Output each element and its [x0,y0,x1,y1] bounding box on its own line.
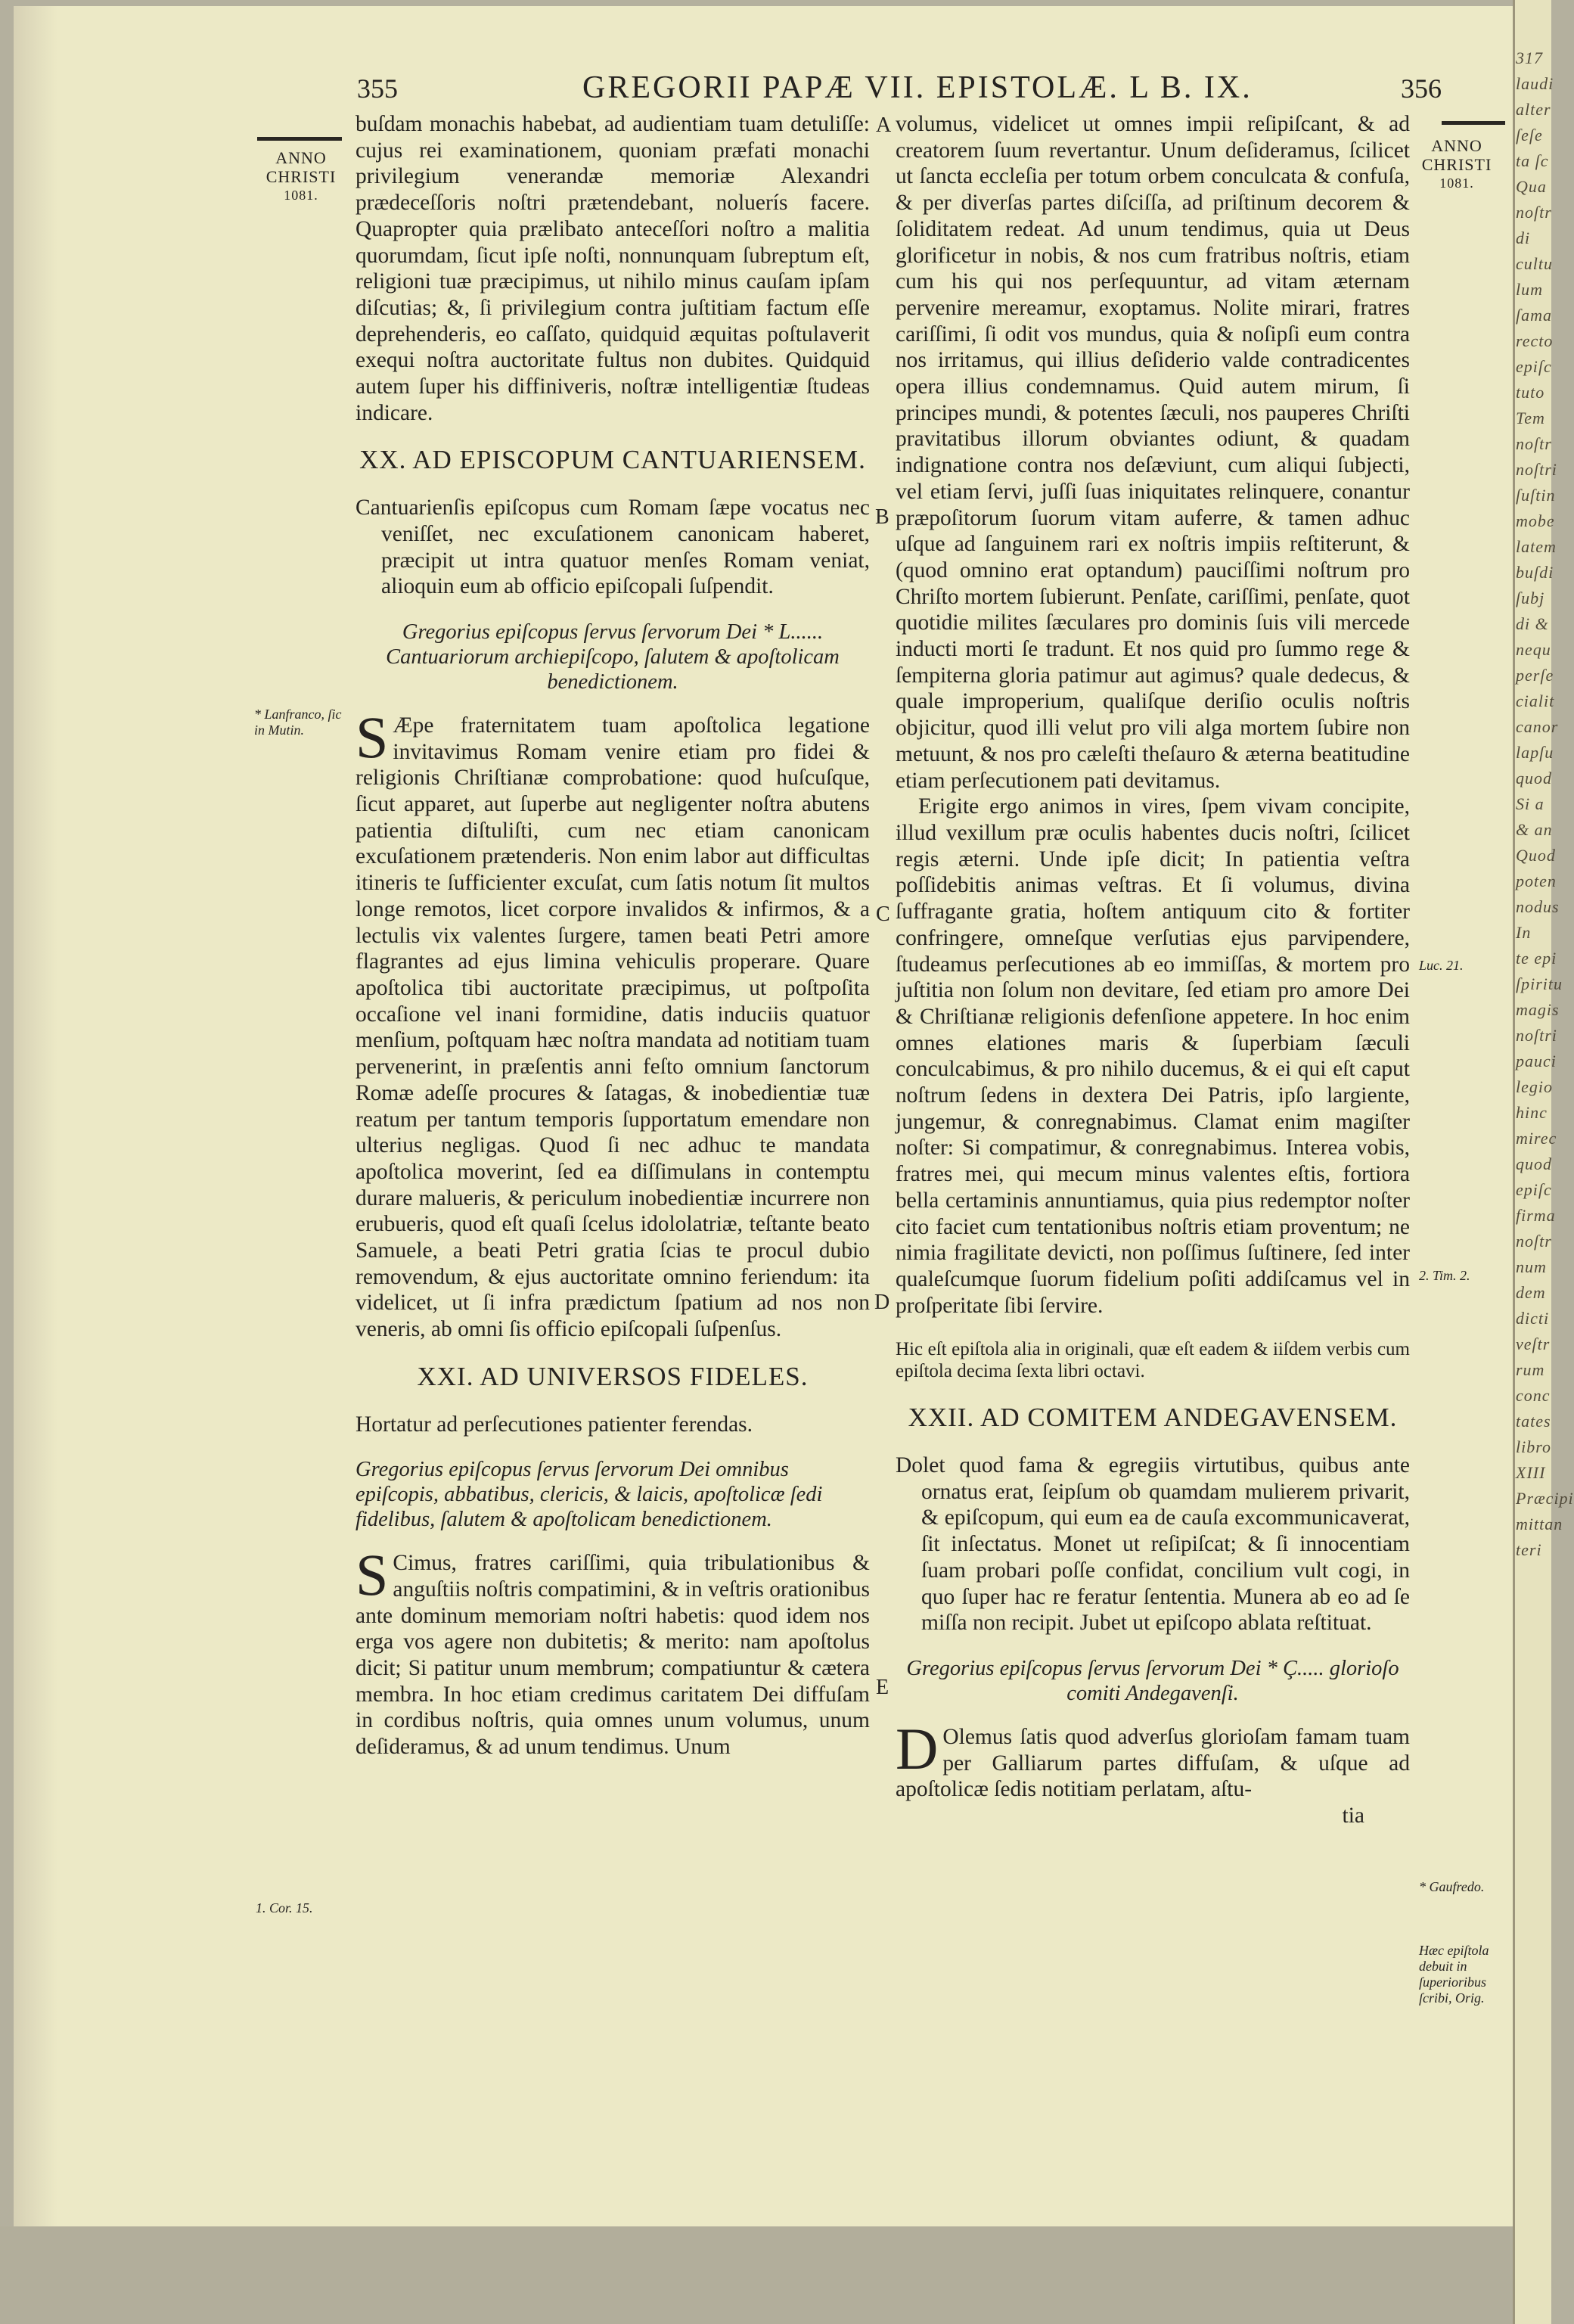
editorial-note: Hic eſt epiſtola alia in originali, quæ eſt eadem & iiſdem verbis cum epiſtola decima ſexta libri octavi. [896,1339,1410,1382]
anno-year: 1081. [1439,176,1474,191]
margin-note-haec-epistola: Hæc epiſtola debuit in ſuperioribus ſcribi, Orig. [1419,1943,1489,2006]
body-letter-20 [355,704,870,1343]
margin-note-luke: Luc. 21. [1419,958,1464,973]
anno-year: 1081. [284,188,318,203]
heading-letter-22: XXII. AD COMITEM ANDEGAVENSEM. [908,1403,1398,1433]
page-number-right: 356 [1401,73,1442,104]
right-column [896,111,1410,1829]
summary-letter-21: Hortatur ad perſecutiones patienter ferendas. [355,1412,753,1437]
body-letter-20-text: Æpe fraternitatem tuam apoſtolica legatione invitavimus Romam venire etiam pro fidei & religionis Chriſtianæ comprobatione: quod huſcuſque, ſicut apparet, aut ſuperbe aut negligenter noſtra abutens patientia diſtuliſti, cum nec etiam canonicam excuſationem prætenderis. Non enim labor aut difficultas itineris te ſufficienter excuſat, cum ſatis notum ſit multos longe remotos, licet corpore invalidos & infirmos, & a lectulis vix valentes ſurgere, tamen beati Petri amore flagrantes ad ejus limina vehiculis properare. Quare apoſtolica tibi auctoritate præcipimus, ut poſtpoſita occaſione vel inani formidine, datis induciis quatuor menſium, poſtquam hæc noſtra mandata ad notitiam tuam pervenerint, in præſentis anni feſto omnium ſanctorum Romæ adeſſe procures & ſatagas, & inobedientiæ tuæ reatum per tantum temporis ſupportatum emendare non ulterius negligas. Quod ſi nec adhuc te mandata apoſtolica moverint, ſed ea diſſimulans in contemptu durare malueris, & periculum inobedientiæ incurrere non erubueris, quod eſt quaſi ſcelus idololatriæ, teſtante beato Samuele, a beati Petri gratia ſcias te procul dubio removendum, & ejus auctoritate omnino feriendum: ita videlicet, ut ſi infra prædictum ſpatium ad nos non veneris, ab omni ſis officio epiſcopali ſuſpenſus. [355,713,870,1342]
section-letter-a: A [876,113,892,137]
summary-letter-20: Cantuarienſis epiſcopus cum Romam ſæpe vocatus nec veniſſet, nec excuſationem canonicam haberet, præcipit ut intra quatuor menſes Romam veniat, alioquin eum ab officio epiſcopali ſuſpendit. [355,496,870,599]
anno-christi-right [1411,136,1502,193]
summary-letter-22: Dolet quod fama & egregiis virtutibus, quibus ante ornatus erat, ſeipſum ob quamdam mulierem privarit, & epiſcopum, qui eum ea de cauſa excommunicaverat, ſit inſectatus. Monet ut reſipiſcat; & ſi innocentiam ſuam probari poſſe confidat, concilium vult cogi, in quo ſuper hac re feratur ſententia. Munera ab eo ad ſe miſſa non recipit. Jubet ut epiſcopo ablata reſtituat. [896,1453,1410,1636]
heading-letter-20: XX. AD EPISCOPUM CANTUARIENSEM. [359,445,866,475]
letter-19-ending: buſdam monachis habebat, ad audientiam tuam detuliſſe: cujus rei examinationem, quoniam præfati monachi privilegium venerandæ memoriæ Alexandri prædeceſſoris noſtri prætendebant, noluerís facere. Quapropter quia prælibato anteceſſori noſtro a malitia quorumdam, ſicut ipſe noſti, nonnunquam ſubreptum eſt, religioni tuæ præcipimus, ut nihilo minus cauſam ipſam diſcutias; &, ſi privilegium contra juſtitiam factum eſſe deprehenderis, eo caſſato, quidquid æquitas poſtulaverit exequi noſtra auctoritate fultus non dubites. Quidquid autem ſuper his diffiniveris, noſtræ intelligentiæ ſtudeas indicare. [355,112,870,425]
running-title: GREGORII PAPÆ VII. EPISTOLÆ. L B. IX. [582,70,1253,105]
dropcap-s: S [355,704,389,770]
page-number-left: 355 [357,73,398,104]
rule-left [257,137,342,141]
section-letter-d: D [874,1291,890,1314]
anno-label: ANNO [275,148,327,167]
salutation-letter-22: Gregorius epiſcopus ſervus ſervorum Dei * Ç..... glorioſo comiti Andegavenſi. [906,1656,1399,1705]
section-letter-b: B [875,505,889,529]
anno-label-christi: CHRISTI [1421,155,1492,174]
anno-christi-left [252,148,350,205]
body-letter-21 [355,1542,870,1760]
dropcap-s: S [355,1542,389,1608]
body-letter-22 [896,1715,1410,1803]
adjacent-page-fragments: 317 laudi alter ſeſe ta ſc Qua noſtr di cultu lum ſama recto epiſc tuto Tem noſtr noſtri ſuſtin mobe latem buſdi ſubj di & nequ perſe cialit canor lapſu quod Si a & an Quod poten nodus In te epi ſpiritu magis noſtri pauci legio hinc mirec quod epiſc firma noſtr num dem dicti veſtr rum conc tates libro XIII Præcipi mittan teri [1516,48,1574,1559]
body-letter-21-paragraph-2: Erigite ergo animos in vires, ſpem vivam concipite, illud vexillum præ oculis habentes ducis noſtri, ſcilicet regis æterni. Unde ipſe dicit; In patientia veſtra poſſidebitis animas veſtras. Et ſi volumus, divina ſuffragante gratia, hoſtem antiquum cito & fortiter confringere, omneſque verſutias ejus parvipendere, ſtudeamus perſecutiones ab eo immiſſas, & mortem pro juſtitia non ſolum non devitare, ſed etiam pro amore Dei & Chriſtianæ religionis defenſione appetere. In hoc enim omnes elationes maris & ſuperbiam ſæculi conculcabimus, & pro nihilo ducemus, & ei qui eſt caput noſtrum ſedens in dextera Dei Patris, ipſo largiente, jungemur, & conregnabimus. Clamat enim magiſter noſter: Si compatimur, & conregnabimus. Interea vobis, fratres mei, qui mecum minus valentes eſtis, fortiora bella certaminis annuntiamus, quia pius redemptor noſter cito faciet cum tentationibus noſtris etiam proventum; ne nimia fragilitate devicti, non poſſimus ſuſtinere, ſed inter qualeſcumque ſuorum fidelium poſiti addiſcamus vel in proſperitate ſibi ſervire. [896,794,1410,1318]
section-letter-c: C [876,903,890,926]
rule-right [1442,121,1505,125]
running-header [357,70,1442,109]
margin-note-timothy: 2. Tim. 2. [1419,1268,1470,1283]
salutation-letter-21: Gregorius epiſcopus ſervus ſervorum Dei omnibus epiſcopis, abbatibus, clericis, & laicis, apoſtolicæ ſedi fidelibus, ſalutem & apoſtolicam benedictionem. [355,1458,823,1532]
page-gutter-shadow [14,6,57,2226]
body-letter-21-text: Cimus, fratres cariſſimi, quia tribulationibus & anguſtiis noſtris compatimini, & in veſtris orationibus ante dominum memoriam noſtri habetis: quod idem nos erga vos agere non dubitetis; & merito: nam apoſtolus dicit; Si patitur unum membrum; compatiuntur & cætera membra. In hoc etiam credimus caritatem Dei diffuſam in cordibus noſtris, quia omnes unum volumus, unum deſideramus, & ad unum tendimus. Unum [355,1551,870,1760]
margin-note-corinthians: 1. Cor. 15. [256,1900,313,1915]
margin-note-lanfranco: * Lanfranco, ſic in Mutin. [254,707,342,738]
catchword: tia [1342,1804,1364,1828]
margin-note-gaufredo: * Gaufredo. [1419,1879,1485,1894]
anno-label: ANNO [1431,136,1482,155]
left-column [355,111,870,1760]
section-letter-e: E [876,1676,889,1699]
background-surface [0,2226,1513,2324]
salutation-letter-20: Gregorius epiſcopus ſervus ſervorum Dei * L...... Cantuariorum archiepiſcopo, ſalutem & apoſtolicam benedictionem. [386,620,840,694]
body-letter-22-text: Olemus ſatis quod adverſus glorioſam famam tuam per Galliarum partes diffuſam, & uſque ad apoſtolicæ ſedis notitiam perlatam, aſtu- [896,1724,1410,1802]
body-letter-21-continued: volumus, videlicet ut omnes impii reſipiſcant, & ad creatorem ſuum revertantur. Unum deſideramus, ſcilicet ut ſancta eccleſia per totum orbem conculcata & confuſa, & per diverſas partes diſciſſa, ad priſtinum decorem & ſoliditatem redeat. Ad unum tendimus, quia ut Deus glorificetur in nobis, & nos cum fratribus noſtris, etiam cum his qui nos perſequuntur, ad vitam æternam pervenire mereamur, exoptamus. Nolite mirari, fratres cariſſimi, ſi odit vos mundus, quia & noſipſi eum contra nos irritamus, qui illius deſiderio valde contradicentes opera illius condemnamus. Quid autem mirum, ſi principes mundi, & potentes ſæculi, nos pauperes Chriſti pravitatibus illorum obviantes odiunt, & quadam indignatione contra nos deſæviunt, cum aliqui ſubjecti, vel etiam ſervi, juſſi ſuas iniquitates relinquere, conantur præpoſitorum ſuorum vitam auferre, & tamen adhuc uſque ad ſanguinem rari ex noſtris impiis reſtiterunt, & (quod omnino erat optandum) pauciſſimi noſtrum pro Chriſto mortem ſubierunt. Penſate, cariſſimi, penſate, quot quotidie milites ſæculares pro dominis ſuis vili mercede inducti morti ſe tradunt. Et nos quid pro ſummo rege & ſempiterna gloria patimur aut agimus? quale dedecus, & quale improperium, qualiſque deriſio oculis noſtris objicitur, quod illi velut pro vili alga mortem ſubire non metuunt, & nos pro cæleſti theſauro & æterna beatitudine etiam perſecutionem pati devitamus. [896,112,1410,793]
anno-label-christi: CHRISTI [265,167,337,186]
dropcap-d: D [896,1715,939,1782]
heading-letter-21: XXI. AD UNIVERSOS FIDELES. [417,1361,809,1391]
